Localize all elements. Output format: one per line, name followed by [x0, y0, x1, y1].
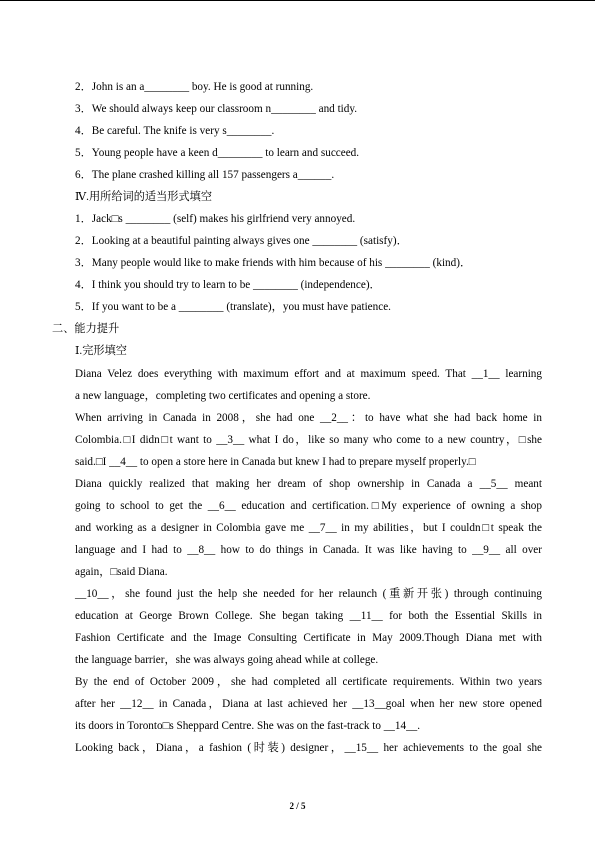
passage-line: Diana Velez does everything with maximum effort and at maximum speed. That __1__ learning — [75, 368, 542, 380]
section-heading: Ⅳ.用所给词的适当形式填空 — [75, 191, 213, 203]
section-heading: Ⅰ.完形填空 — [75, 345, 127, 357]
passage-line: a new language，completing two certificates and opening a store. — [75, 390, 371, 402]
exercise-item: 2．Looking at a beautiful painting always gives one ________ (satisfy)． — [75, 235, 408, 247]
passage-line: __10__，she found just the help she needed for her relaunch (重新开张) through continuing — [75, 588, 542, 600]
part-heading: 二、能力提升 — [52, 323, 120, 335]
passage-line: going to school to get the __6__ education and certification.□My experience of owning a shop — [75, 500, 542, 512]
exercise-item: 6．The plane crashed killing all 157 passengers a______. — [75, 169, 335, 181]
passage-line: education at George Brown College. She began taking __11__ for both the Essential Skills in — [75, 610, 542, 622]
passage-line: When arriving in Canada in 2008，she had one __2__：to have what she had back home in — [75, 412, 542, 424]
top-rule — [0, 0, 595, 1]
exercise-item: 2．John is an a________ boy. He is good at running. — [75, 81, 314, 93]
exercise-item: 3．Many people would like to make friends with him because of his ________ (kind)． — [75, 257, 472, 269]
exercise-item: 5．If you want to be a ________ (translate)，you must have patience. — [75, 301, 391, 313]
passage-line: said.□I __4__ to open a store here in Canada but knew I had to prepare myself properly.□ — [75, 456, 476, 468]
exercise-item: 1．Jack□s ________ (self) makes his girlfriend very annoyed. — [75, 213, 356, 225]
passage-line: By the end of October 2009，she had completed all certificate requirements. Within two years — [75, 676, 542, 688]
page-number: 2 / 5 — [289, 801, 306, 811]
passage-line: Diana quickly realized that making her dream of shop ownership in Canada a __5__ meant — [75, 478, 542, 490]
passage-line: language and I had to __8__ how to do things in Canada. It was like having to __9__ all over — [75, 544, 542, 556]
exercise-item: 3．We should always keep our classroom n________ and tidy. — [75, 103, 358, 115]
exercise-item: 4．Be careful. The knife is very s________. — [75, 125, 275, 137]
passage-line: its doors in Toronto□s Sheppard Centre. She was on the fast-track to __14__. — [75, 720, 421, 732]
passage-line: and working as a designer in Colombia gave me __7__ in my abilities，but I couldn□t speak the — [75, 522, 542, 534]
exercise-item: 4．I think you should try to learn to be ________ (independence)． — [75, 279, 381, 291]
passage-line: the language barrier，she was always going ahead while at college. — [75, 654, 379, 666]
passage-line: Looking back，Diana，a fashion (时装) designer，__15__ her achievements to the goal she — [75, 742, 542, 754]
passage-line: again，□said Diana. — [75, 566, 168, 578]
exercise-item: 5．Young people have a keen d________ to learn and succeed. — [75, 147, 360, 159]
passage-line: Fashion Certificate and the Image Consulting Certificate in May 2009.Though Diana met with — [75, 632, 542, 644]
passage-line: Colombia.□I didn□t want to __3__ what I do，like so many who come to a new country，□she — [75, 434, 542, 446]
passage-line: after her __12__ in Canada，Diana at last achieved her __13__goal when her new store opened — [75, 698, 542, 710]
